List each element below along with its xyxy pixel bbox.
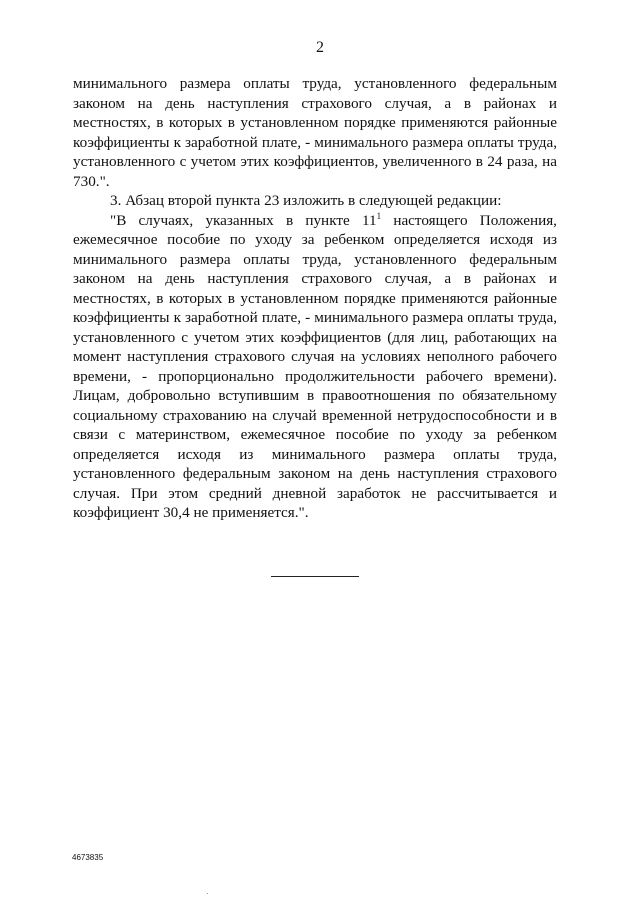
scan-speck — [207, 893, 208, 894]
item-3-paragraph: 3. Абзац второй пункта 23 изложить в следующей редакции: — [110, 192, 502, 209]
document-body — [73, 74, 557, 523]
page-number: 2 — [316, 39, 324, 56]
document-code: 4673835 — [72, 853, 104, 862]
quote-start-text: "В случаях, указанных в пункте 11 — [110, 211, 377, 229]
footnote-superscript: 1 — [376, 210, 382, 221]
continuation-paragraph: минимального размера оплаты труда, установленного федеральным законом на день наступления страхового случая, а в районах и местностях, в которых в установленном порядке применяются районные коэффициенты к заработной плате, - минимального размера оплаты труда, установленного с учетом этих коэффициентов, увеличенного в 24 раза, на 730.". — [73, 75, 557, 190]
end-divider-line — [271, 576, 359, 577]
quoted-paragraph — [73, 211, 557, 523]
quote-rest-text: настоящего Положения, ежемесячное пособие по уходу за ребенком определяется исходя из минимального размера оплаты труда, установленного федеральным законом на день наступления страхового случая, а в районах и местностях, в которых в установленном порядке применяются районные коэффициенты к заработной плате, - минимального размера оплаты труда, установленного с учетом этих коэффициентов (для лиц, работающих на момент наступления страхового случая на условиях неполного рабочего времени, - пропорционально продолжительности рабочего времени). Лицам, добровольно вступившим в правоотношения по обязательному социальному страхованию на случай временной нетрудоспособности и в связи с материнством, ежемесячное пособие по уходу за ребенком определяется исходя из минимального размера оплаты труда, установленного федеральным законом на день наступления страхового случая. При этом средний дневной заработок не рассчитывается и коэффициент 30,4 не применяется.". — [73, 211, 557, 521]
